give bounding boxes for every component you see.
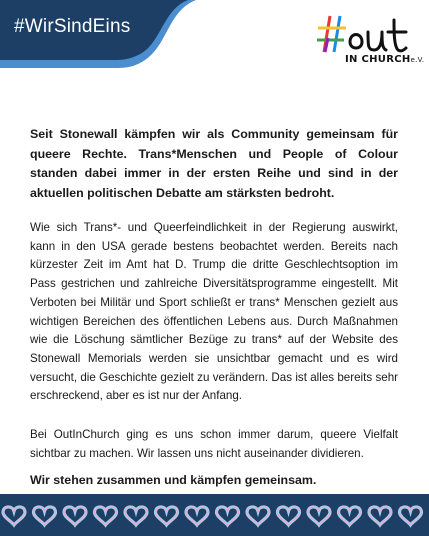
lead-paragraph: Seit Stonewall kämpfen wir als Community gemeinsam für queere Rechte. Trans*Menschen und People of Colour standen dabei immer in der ersten Reihe und sind in der aktuellen politischen Debatte am stärksten bedroht. — [30, 127, 398, 200]
body-paragraph-2: Bei OutInChurch ging es uns schon immer darum, queere Vielfalt sichtbar zu machen. Wir lassen uns nicht auseinander dividieren. — [30, 428, 398, 460]
logo-subtitle-text: IN CHURCH — [345, 54, 411, 65]
statement-body — [30, 125, 398, 509]
body-paragraph-1: Wie sich Trans*- und Queerfeindlichkeit in der Regierung auswirkt, kann in den USA gerade bestens beobachtet werden. Bereits nach kürzester Zeit im Amt hat D. Trump die dritte Geschlechtsoption im Pass gestrichen und zahlreiche Diversitätsprogramme eingestellt. Mit Verboten bei Militär und Sport schließt er trans* Menschen gezielt aus wichtigen Bereichen des öffentlichen Lebens aus. Durch Maßnahmen wie die Löschung sämtlicher Bezüge zu trans* auf der Website des Stonewall Memorials werden sie unsichtbar gemacht und es wird versucht, die Geschichte gezielt zu verändern. Das ist alles bereits sehr erschreckend, aber es ist nur der Anfang. — [30, 221, 398, 403]
hashtag-label: #WirSindEins — [14, 16, 131, 37]
hashtag-banner — [0, 0, 196, 68]
rainbow-hash-icon — [316, 12, 416, 56]
closing-line-1: Wir stehen zusammen und kämpfen gemeinsam. — [30, 473, 317, 488]
logo-subtitle — [345, 54, 424, 65]
hearts-row — [0, 494, 429, 536]
hearts-footer — [0, 494, 429, 536]
logo-suffix: e.V. — [410, 56, 425, 64]
